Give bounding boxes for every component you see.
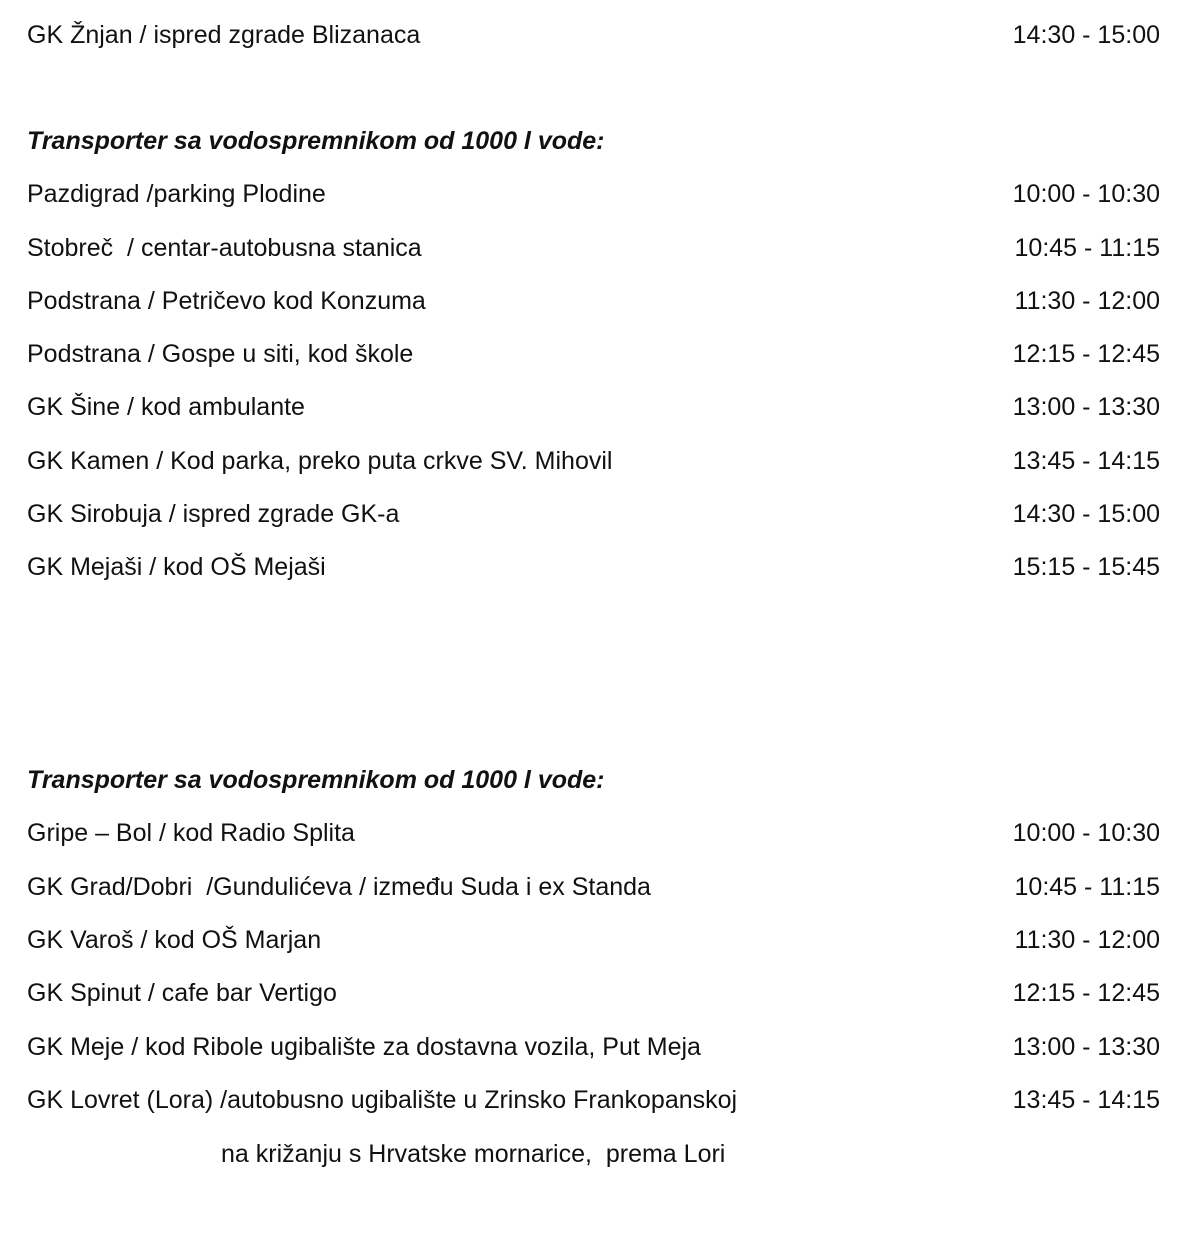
- location-text: GK Mejaši / kod OŠ Mejaši: [27, 553, 326, 581]
- schedule-row: [27, 281, 1160, 321]
- schedule-row-znjan: [27, 15, 1160, 55]
- schedule-row: [27, 387, 1160, 427]
- location-text: GK Spinut / cafe bar Vertigo: [27, 979, 337, 1007]
- schedule-row: [27, 813, 1160, 853]
- schedule-row: [27, 867, 1160, 907]
- time-range-text: 13:00 - 13:30: [1012, 1033, 1160, 1061]
- schedule-row: [27, 547, 1160, 587]
- location-text: GK Lovret (Lora) /autobusno ugibalište u Zrinsko Frankopanskoj: [27, 1086, 738, 1114]
- schedule-row: [27, 334, 1160, 374]
- location-text: GK Kamen / Kod parka, preko puta crkve SV. Mihovil: [27, 447, 613, 475]
- time-range-text: 10:45 - 11:15: [1014, 234, 1160, 262]
- time-range-text: 10:00 - 10:30: [1012, 180, 1160, 208]
- time-range-text: 14:30 - 15:00: [1012, 21, 1160, 49]
- location-text: GK Meje / kod Ribole ugibalište za dostavna vozila, Put Meja: [27, 1033, 701, 1061]
- schedule-row: [27, 441, 1160, 481]
- schedule-row: [27, 1080, 1160, 1120]
- location-text: Podstrana / Gospe u siti, kod škole: [27, 340, 414, 368]
- location-text: GK Varoš / kod OŠ Marjan: [27, 926, 322, 954]
- time-range-text: 13:00 - 13:30: [1012, 393, 1160, 421]
- time-range-text: 10:45 - 11:15: [1014, 873, 1160, 901]
- time-range-text: 15:15 - 15:45: [1012, 553, 1160, 581]
- time-range-text: 14:30 - 15:00: [1012, 500, 1160, 528]
- schedule-row: [27, 920, 1160, 960]
- time-range-text: 11:30 - 12:00: [1014, 926, 1160, 954]
- time-range-text: 12:15 - 12:45: [1012, 340, 1160, 368]
- section-2-heading: Transporter sa vodospremnikom od 1000 l vode:: [27, 766, 605, 794]
- location-text: Pazdigrad /parking Plodine: [27, 180, 326, 208]
- location-text: Gripe – Bol / kod Radio Splita: [27, 819, 355, 847]
- schedule-row: [27, 1027, 1160, 1067]
- location-text: GK Sirobuja / ispred zgrade GK-a: [27, 500, 400, 528]
- location-text: GK Grad/Dobri /Gundulićeva / između Suda i ex Standa: [27, 873, 651, 901]
- schedule-row: [27, 973, 1160, 1013]
- location-text: GK Šine / kod ambulante: [27, 393, 305, 421]
- schedule-row: [27, 174, 1160, 214]
- location-text: Podstrana / Petričevo kod Konzuma: [27, 287, 426, 315]
- schedule-row: [27, 228, 1160, 268]
- schedule-row: [27, 494, 1160, 534]
- location-text: Stobreč / centar-autobusna stanica: [27, 234, 422, 262]
- time-range-text: 11:30 - 12:00: [1014, 287, 1160, 315]
- time-range-text: 13:45 - 14:15: [1012, 447, 1160, 475]
- location-continuation-text: na križanju s Hrvatske mornarice, prema Lori: [221, 1140, 726, 1168]
- time-range-text: 12:15 - 12:45: [1012, 979, 1160, 1007]
- time-range-text: 13:45 - 14:15: [1012, 1086, 1160, 1114]
- location-text: GK Žnjan / ispred zgrade Blizanaca: [27, 21, 421, 49]
- section-1-heading: Transporter sa vodospremnikom od 1000 l vode:: [27, 127, 605, 155]
- time-range-text: 10:00 - 10:30: [1012, 819, 1160, 847]
